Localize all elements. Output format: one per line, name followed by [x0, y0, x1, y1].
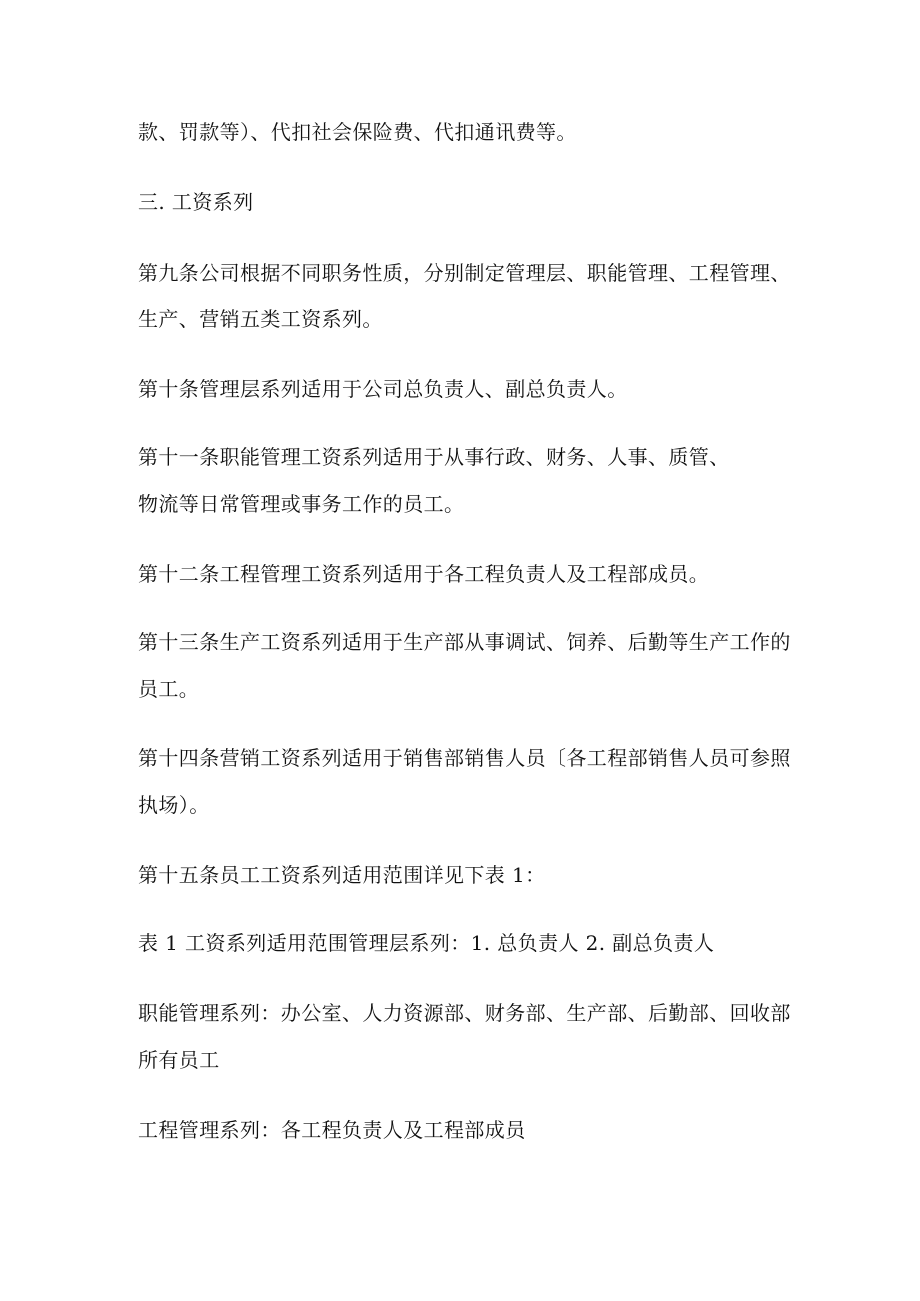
text-line: 第十三条生产工资系列适用于生产部从事调试、饲养、后勤等生产工作的 — [138, 630, 791, 654]
text-line: 第九条公司根据不同职务性质，分别制定管理层、职能管理、工程管理、 — [138, 261, 791, 285]
text-line: 执场）。 — [138, 793, 210, 817]
text-line: 第十四条营销工资系列适用于销售部销售人员〔各工程部销售人员可参照 — [138, 746, 791, 770]
text-line: 工程管理系列：各工程负责人及工程部成员 — [138, 1118, 526, 1142]
section-heading: 三. 工资系列 — [138, 190, 254, 214]
text-line: 所有员工 — [138, 1048, 220, 1072]
text-line: 第十五条员工工资系列适用范围详见下表 1： — [138, 863, 546, 887]
text-line: 员工。 — [138, 677, 200, 701]
text-line: 第十一条职能管理工资系列适用于从事行政、财务、人事、质管、 — [138, 445, 730, 469]
text-line: 第十二条工程管理工资系列适用于各工程负责人及工程部成员。 — [138, 562, 710, 586]
text-line: 生产、营销五类工资系列。 — [138, 307, 383, 331]
text-line: 表 1 工资系列适用范围管理层系列：1. 总负责人 2. 副总负责人 — [138, 931, 715, 955]
text-line: 物流等日常管理或事务工作的员工。 — [138, 492, 465, 516]
text-line: 职能管理系列：办公室、人力资源部、财务部、生产部、后勤部、回收部 — [138, 1001, 791, 1025]
text-line: 第十条管理层系列适用于公司总负责人、副总负责人。 — [138, 377, 628, 401]
text-line: 款、罚款等）、代扣社会保险费、代扣通讯费等。 — [138, 120, 577, 144]
